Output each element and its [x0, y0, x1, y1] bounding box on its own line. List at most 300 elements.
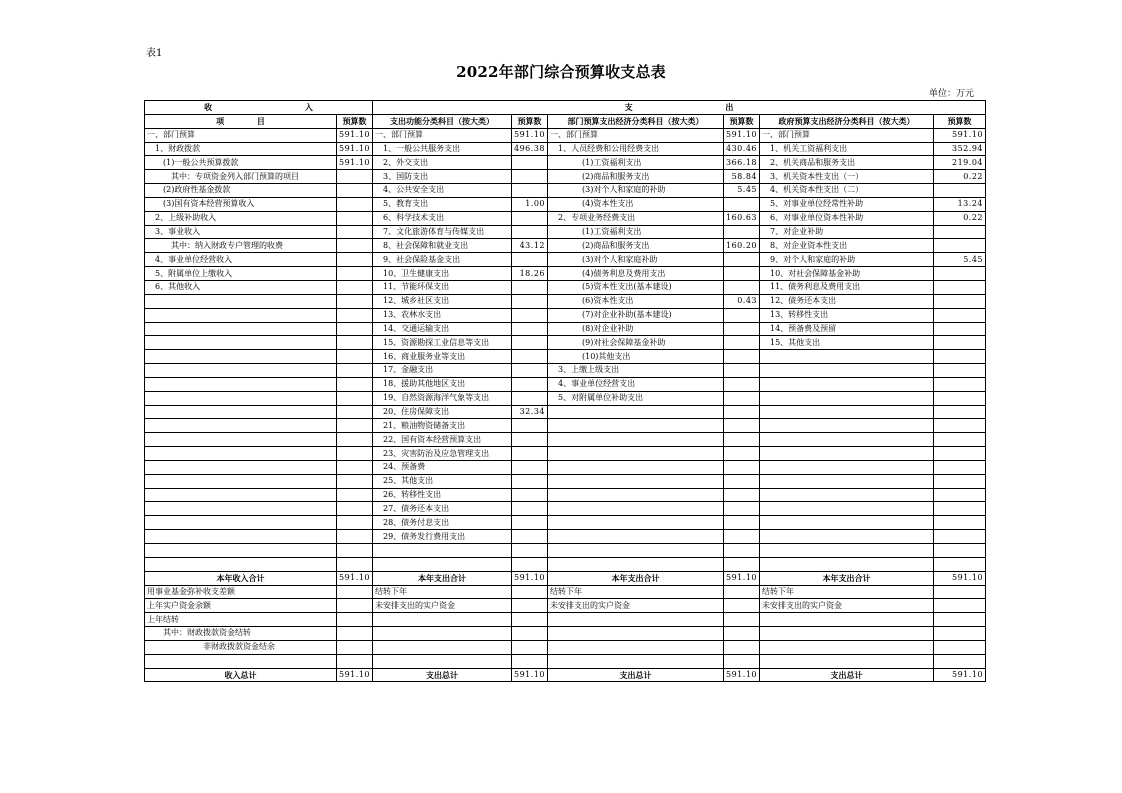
dept-item — [548, 557, 724, 571]
gov-item: 5、对事业单位经常性补助 — [760, 197, 934, 211]
amount-cell: 0.43 — [724, 294, 760, 308]
gov-item: 12、债务还本支出 — [760, 294, 934, 308]
income-group-header: 收 入 — [145, 101, 373, 115]
amount-cell — [337, 599, 373, 613]
gov-item — [760, 488, 934, 502]
amount-cell: 591.10 — [337, 156, 373, 170]
amount-cell — [724, 225, 760, 239]
col-header-dept: 部门预算支出经济分类科目（按大类） — [548, 114, 724, 128]
income-item — [145, 336, 337, 350]
amount-cell — [934, 239, 986, 253]
dept-item — [548, 488, 724, 502]
amount-cell — [724, 613, 760, 627]
gov-item — [760, 516, 934, 530]
dept-item: 4、事业单位经营支出 — [548, 377, 724, 391]
amount-cell — [724, 433, 760, 447]
amount-cell — [512, 336, 548, 350]
amount-cell — [337, 627, 373, 641]
table-row — [145, 364, 986, 378]
gov-item: 未安排支出的实户资金 — [760, 599, 934, 613]
amount-cell — [337, 613, 373, 627]
func-item: 12、城乡社区支出 — [373, 294, 512, 308]
income-item: 其中：财政拨款资金结转 — [145, 627, 337, 641]
dept-item: 本年支出合计 — [548, 571, 724, 585]
dept-item: (6)资本性支出 — [548, 294, 724, 308]
table-row — [145, 267, 986, 281]
income-item — [145, 350, 337, 364]
income-item — [145, 474, 337, 488]
func-item — [373, 640, 512, 654]
dept-item: (5)资本性支出(基本建设) — [548, 280, 724, 294]
func-item: 22、国有资本经营预算支出 — [373, 433, 512, 447]
func-item: 结转下年 — [373, 585, 512, 599]
table-row — [145, 294, 986, 308]
income-item — [145, 419, 337, 433]
dept-item — [548, 640, 724, 654]
amount-cell — [337, 474, 373, 488]
amount-cell: 352.94 — [934, 142, 986, 156]
amount-cell — [512, 627, 548, 641]
amount-cell — [934, 405, 986, 419]
gov-item: 1、机关工资福利支出 — [760, 142, 934, 156]
amount-cell: 496.38 — [512, 142, 548, 156]
amount-cell — [512, 433, 548, 447]
dept-item: 支出总计 — [548, 668, 724, 682]
dept-item — [548, 474, 724, 488]
gov-item — [760, 364, 934, 378]
col-header-amount: 预算数 — [337, 114, 373, 128]
gov-item: 10、对社会保障基金补助 — [760, 267, 934, 281]
table-row — [145, 447, 986, 461]
table-row — [145, 502, 986, 516]
amount-cell — [724, 350, 760, 364]
amount-cell — [724, 322, 760, 336]
table-number: 表1 — [146, 48, 163, 59]
amount-cell: 591.10 — [724, 668, 760, 682]
amount-cell: 18.26 — [512, 267, 548, 281]
func-item: 27、债务还本支出 — [373, 502, 512, 516]
dept-item — [548, 419, 724, 433]
amount-cell — [337, 336, 373, 350]
dept-item — [548, 433, 724, 447]
gov-item — [760, 447, 934, 461]
gov-item: 2、机关商品和服务支出 — [760, 156, 934, 170]
amount-cell: 13.24 — [934, 197, 986, 211]
table-row — [145, 184, 986, 198]
income-item: 非财政拨款资金结余 — [145, 640, 337, 654]
income-item — [145, 544, 337, 558]
amount-cell — [934, 308, 986, 322]
amount-cell — [934, 654, 986, 668]
amount-cell — [337, 197, 373, 211]
func-item: 10、卫生健康支出 — [373, 267, 512, 281]
amount-cell: 591.10 — [337, 142, 373, 156]
func-item: 25、其他支出 — [373, 474, 512, 488]
income-item — [145, 447, 337, 461]
amount-cell — [337, 350, 373, 364]
gov-item: 8、对企业资本性支出 — [760, 239, 934, 253]
table-row — [145, 557, 986, 571]
col-header-func: 支出功能分类科目（按大类） — [373, 114, 512, 128]
annual-total-row — [145, 571, 986, 585]
income-item: 1、财政拨款 — [145, 142, 337, 156]
income-item: 上年实户资金余额 — [145, 599, 337, 613]
amount-cell: 32.34 — [512, 405, 548, 419]
amount-cell — [337, 516, 373, 530]
column-header-row — [145, 114, 986, 128]
amount-cell — [724, 474, 760, 488]
dept-item: 1、人员经费和公用经费支出 — [548, 142, 724, 156]
income-item: 5、附属单位上缴收入 — [145, 267, 337, 281]
table-row — [145, 197, 986, 211]
func-item: 8、社会保障和就业支出 — [373, 239, 512, 253]
func-item: 29、债务发行费用支出 — [373, 530, 512, 544]
amount-cell — [934, 280, 986, 294]
amount-cell — [934, 419, 986, 433]
amount-cell — [934, 627, 986, 641]
amount-cell — [724, 377, 760, 391]
amount-cell: 591.10 — [724, 571, 760, 585]
gov-item: 支出总计 — [760, 668, 934, 682]
amount-cell — [512, 322, 548, 336]
income-item: 上年结转 — [145, 613, 337, 627]
income-item — [145, 364, 337, 378]
amount-cell — [724, 197, 760, 211]
func-item — [373, 544, 512, 558]
page-title: 2022年部门综合预算收支总表 — [456, 63, 666, 81]
table-row — [145, 433, 986, 447]
func-item: 21、粮油物资储备支出 — [373, 419, 512, 433]
func-item: 一、部门预算 — [373, 128, 512, 142]
func-item — [373, 613, 512, 627]
amount-cell — [724, 447, 760, 461]
func-item: 23、灾害防治及应急管理支出 — [373, 447, 512, 461]
income-item — [145, 433, 337, 447]
amount-cell: 5.45 — [724, 184, 760, 198]
amount-cell — [934, 530, 986, 544]
dept-item: (4)资本性支出 — [548, 197, 724, 211]
amount-cell — [512, 613, 548, 627]
carry-row — [145, 654, 986, 668]
col-header-amount: 预算数 — [934, 114, 986, 128]
amount-cell — [934, 447, 986, 461]
table-row — [145, 544, 986, 558]
dept-item: (4)债务利息及费用支出 — [548, 267, 724, 281]
amount-cell — [724, 364, 760, 378]
amount-cell — [724, 488, 760, 502]
dept-item — [548, 530, 724, 544]
amount-cell — [337, 460, 373, 474]
income-item: (1)一般公共预算拨款 — [145, 156, 337, 170]
func-item: 1、一般公共服务支出 — [373, 142, 512, 156]
amount-cell — [512, 225, 548, 239]
dept-item — [548, 627, 724, 641]
func-item: 26、转移性支出 — [373, 488, 512, 502]
income-item: 其中：纳入财政专户管理的收费 — [145, 239, 337, 253]
amount-cell — [337, 364, 373, 378]
income-item — [145, 516, 337, 530]
amount-cell — [934, 474, 986, 488]
table-row — [145, 308, 986, 322]
table-row — [145, 377, 986, 391]
dept-item — [548, 516, 724, 530]
dept-item: (7)对企业补助(基本建设) — [548, 308, 724, 322]
amount-cell — [724, 460, 760, 474]
gov-item: 6、对事业单位资本性补助 — [760, 211, 934, 225]
income-item — [145, 377, 337, 391]
amount-cell — [934, 267, 986, 281]
dept-item: 未安排支出的实户资金 — [548, 599, 724, 613]
amount-cell — [337, 419, 373, 433]
amount-cell — [512, 377, 548, 391]
amount-cell — [337, 253, 373, 267]
budget-summary-table — [144, 100, 986, 682]
amount-cell: 430.46 — [724, 142, 760, 156]
amount-cell — [337, 225, 373, 239]
col-header-amount: 预算数 — [512, 114, 548, 128]
amount-cell — [724, 557, 760, 571]
amount-cell — [512, 585, 548, 599]
dept-item: 2、专项业务经费支出 — [548, 211, 724, 225]
amount-cell — [337, 654, 373, 668]
amount-cell — [724, 627, 760, 641]
amount-cell: 591.10 — [337, 571, 373, 585]
amount-cell — [512, 640, 548, 654]
amount-cell: 0.22 — [934, 170, 986, 184]
gov-item — [760, 405, 934, 419]
func-item: 4、公共安全支出 — [373, 184, 512, 198]
dept-item — [548, 447, 724, 461]
amount-cell — [512, 447, 548, 461]
dept-item: (3)对个人和家庭补助 — [548, 253, 724, 267]
amount-cell — [512, 654, 548, 668]
gov-item: 14、预备费及预留 — [760, 322, 934, 336]
amount-cell — [934, 225, 986, 239]
gov-item: 13、转移性支出 — [760, 308, 934, 322]
amount-cell — [512, 308, 548, 322]
gov-item: 15、其他支出 — [760, 336, 934, 350]
table-row — [145, 516, 986, 530]
amount-cell: 591.10 — [934, 571, 986, 585]
amount-cell — [724, 391, 760, 405]
amount-cell: 591.10 — [337, 128, 373, 142]
gov-item: 结转下年 — [760, 585, 934, 599]
gov-item: 11、债务利息及费用支出 — [760, 280, 934, 294]
table-row — [145, 350, 986, 364]
amount-cell — [934, 460, 986, 474]
func-item: 20、住房保障支出 — [373, 405, 512, 419]
amount-cell — [337, 377, 373, 391]
amount-cell — [512, 530, 548, 544]
amount-cell — [337, 447, 373, 461]
amount-cell — [934, 599, 986, 613]
table-row — [145, 419, 986, 433]
amount-cell — [512, 544, 548, 558]
table-row — [145, 156, 986, 170]
amount-cell — [337, 405, 373, 419]
func-item: 5、教育支出 — [373, 197, 512, 211]
amount-cell — [724, 308, 760, 322]
amount-cell — [934, 350, 986, 364]
dept-item: (9)对社会保障基金补助 — [548, 336, 724, 350]
amount-cell — [934, 433, 986, 447]
amount-cell — [934, 322, 986, 336]
amount-cell: 591.10 — [724, 128, 760, 142]
amount-cell: 591.10 — [512, 128, 548, 142]
income-item: (2)政府性基金拨款 — [145, 184, 337, 198]
gov-item: 7、对企业补助 — [760, 225, 934, 239]
func-item: 19、自然资源海洋气象等支出 — [373, 391, 512, 405]
amount-cell — [337, 530, 373, 544]
amount-cell — [724, 654, 760, 668]
gov-item — [760, 502, 934, 516]
table-row — [145, 280, 986, 294]
amount-cell — [337, 184, 373, 198]
amount-cell — [724, 585, 760, 599]
amount-cell — [934, 391, 986, 405]
col-header-amount: 预算数 — [724, 114, 760, 128]
income-item — [145, 322, 337, 336]
amount-cell — [337, 640, 373, 654]
amount-cell — [337, 170, 373, 184]
amount-cell — [512, 184, 548, 198]
amount-cell — [512, 364, 548, 378]
amount-cell — [337, 433, 373, 447]
amount-cell — [512, 211, 548, 225]
carry-row — [145, 627, 986, 641]
func-item — [373, 654, 512, 668]
gov-item: 一、部门预算 — [760, 128, 934, 142]
func-item: 未安排支出的实户资金 — [373, 599, 512, 613]
dept-item: (1)工资福利支出 — [548, 156, 724, 170]
table-row — [145, 142, 986, 156]
gov-item — [760, 460, 934, 474]
table-row — [145, 253, 986, 267]
amount-cell — [934, 544, 986, 558]
amount-cell — [934, 184, 986, 198]
amount-cell — [724, 336, 760, 350]
amount-cell — [512, 294, 548, 308]
dept-item: (3)对个人和家庭的补助 — [548, 184, 724, 198]
amount-cell: 43.12 — [512, 239, 548, 253]
dept-item: 一、部门预算 — [548, 128, 724, 142]
gov-item — [760, 419, 934, 433]
carry-row — [145, 640, 986, 654]
income-item — [145, 294, 337, 308]
func-item: 28、债务付息支出 — [373, 516, 512, 530]
dept-item — [548, 460, 724, 474]
gov-item: 本年支出合计 — [760, 571, 934, 585]
gov-item — [760, 433, 934, 447]
income-item: 本年收入合计 — [145, 571, 337, 585]
amount-cell: 5.45 — [934, 253, 986, 267]
amount-cell — [724, 280, 760, 294]
gov-item — [760, 377, 934, 391]
amount-cell — [934, 364, 986, 378]
amount-cell — [512, 599, 548, 613]
func-item: 9、社会保险基金支出 — [373, 253, 512, 267]
func-item: 15、资源勘探工业信息等支出 — [373, 336, 512, 350]
gov-item — [760, 613, 934, 627]
amount-cell — [724, 502, 760, 516]
amount-cell — [934, 502, 986, 516]
income-item: (3)国有资本经营预算收入 — [145, 197, 337, 211]
func-item: 2、外交支出 — [373, 156, 512, 170]
amount-cell — [512, 474, 548, 488]
dept-item: 5、对附属单位补助支出 — [548, 391, 724, 405]
amount-cell — [934, 336, 986, 350]
amount-cell — [934, 640, 986, 654]
amount-cell — [934, 294, 986, 308]
expense-group-header: 支 出 — [373, 101, 986, 115]
amount-cell: 591.10 — [934, 128, 986, 142]
amount-cell: 160.20 — [724, 239, 760, 253]
dept-item: (2)商品和服务支出 — [548, 239, 724, 253]
dept-item — [548, 502, 724, 516]
amount-cell — [724, 640, 760, 654]
income-item — [145, 488, 337, 502]
amount-cell — [337, 211, 373, 225]
amount-cell: 591.10 — [512, 668, 548, 682]
income-item: 一、部门预算 — [145, 128, 337, 142]
table-row — [145, 391, 986, 405]
gov-item: 4、机关资本性支出（二） — [760, 184, 934, 198]
amount-cell — [512, 280, 548, 294]
amount-cell — [512, 488, 548, 502]
table-row — [145, 211, 986, 225]
amount-cell — [934, 377, 986, 391]
income-item: 3、事业收入 — [145, 225, 337, 239]
amount-cell — [724, 516, 760, 530]
amount-cell — [337, 308, 373, 322]
col-header-gov: 政府预算支出经济分类科目（按大类） — [760, 114, 934, 128]
income-item — [145, 460, 337, 474]
dept-item — [548, 405, 724, 419]
col-header-item: 项 目 — [145, 114, 337, 128]
amount-cell — [337, 544, 373, 558]
func-item: 11、节能环保支出 — [373, 280, 512, 294]
amount-cell — [337, 322, 373, 336]
amount-cell — [512, 557, 548, 571]
income-item — [145, 557, 337, 571]
amount-cell — [337, 557, 373, 571]
income-item: 2、上级补助收入 — [145, 211, 337, 225]
amount-cell — [337, 267, 373, 281]
income-item — [145, 502, 337, 516]
table-row — [145, 225, 986, 239]
func-item: 13、农林水支出 — [373, 308, 512, 322]
dept-item: (1)工资福利支出 — [548, 225, 724, 239]
gov-item: 9、对个人和家庭的补助 — [760, 253, 934, 267]
gov-item — [760, 654, 934, 668]
amount-cell — [512, 516, 548, 530]
dept-item: 结转下年 — [548, 585, 724, 599]
grand-total-row — [145, 668, 986, 682]
amount-cell — [337, 239, 373, 253]
amount-cell — [337, 502, 373, 516]
amount-cell — [512, 391, 548, 405]
gov-item — [760, 544, 934, 558]
carry-row — [145, 599, 986, 613]
func-item: 24、预备费 — [373, 460, 512, 474]
amount-cell: 591.10 — [934, 668, 986, 682]
amount-cell: 160.63 — [724, 211, 760, 225]
income-item: 用事业基金弥补收支差额 — [145, 585, 337, 599]
gov-item — [760, 350, 934, 364]
income-item — [145, 405, 337, 419]
income-item — [145, 530, 337, 544]
func-item: 17、金融支出 — [373, 364, 512, 378]
